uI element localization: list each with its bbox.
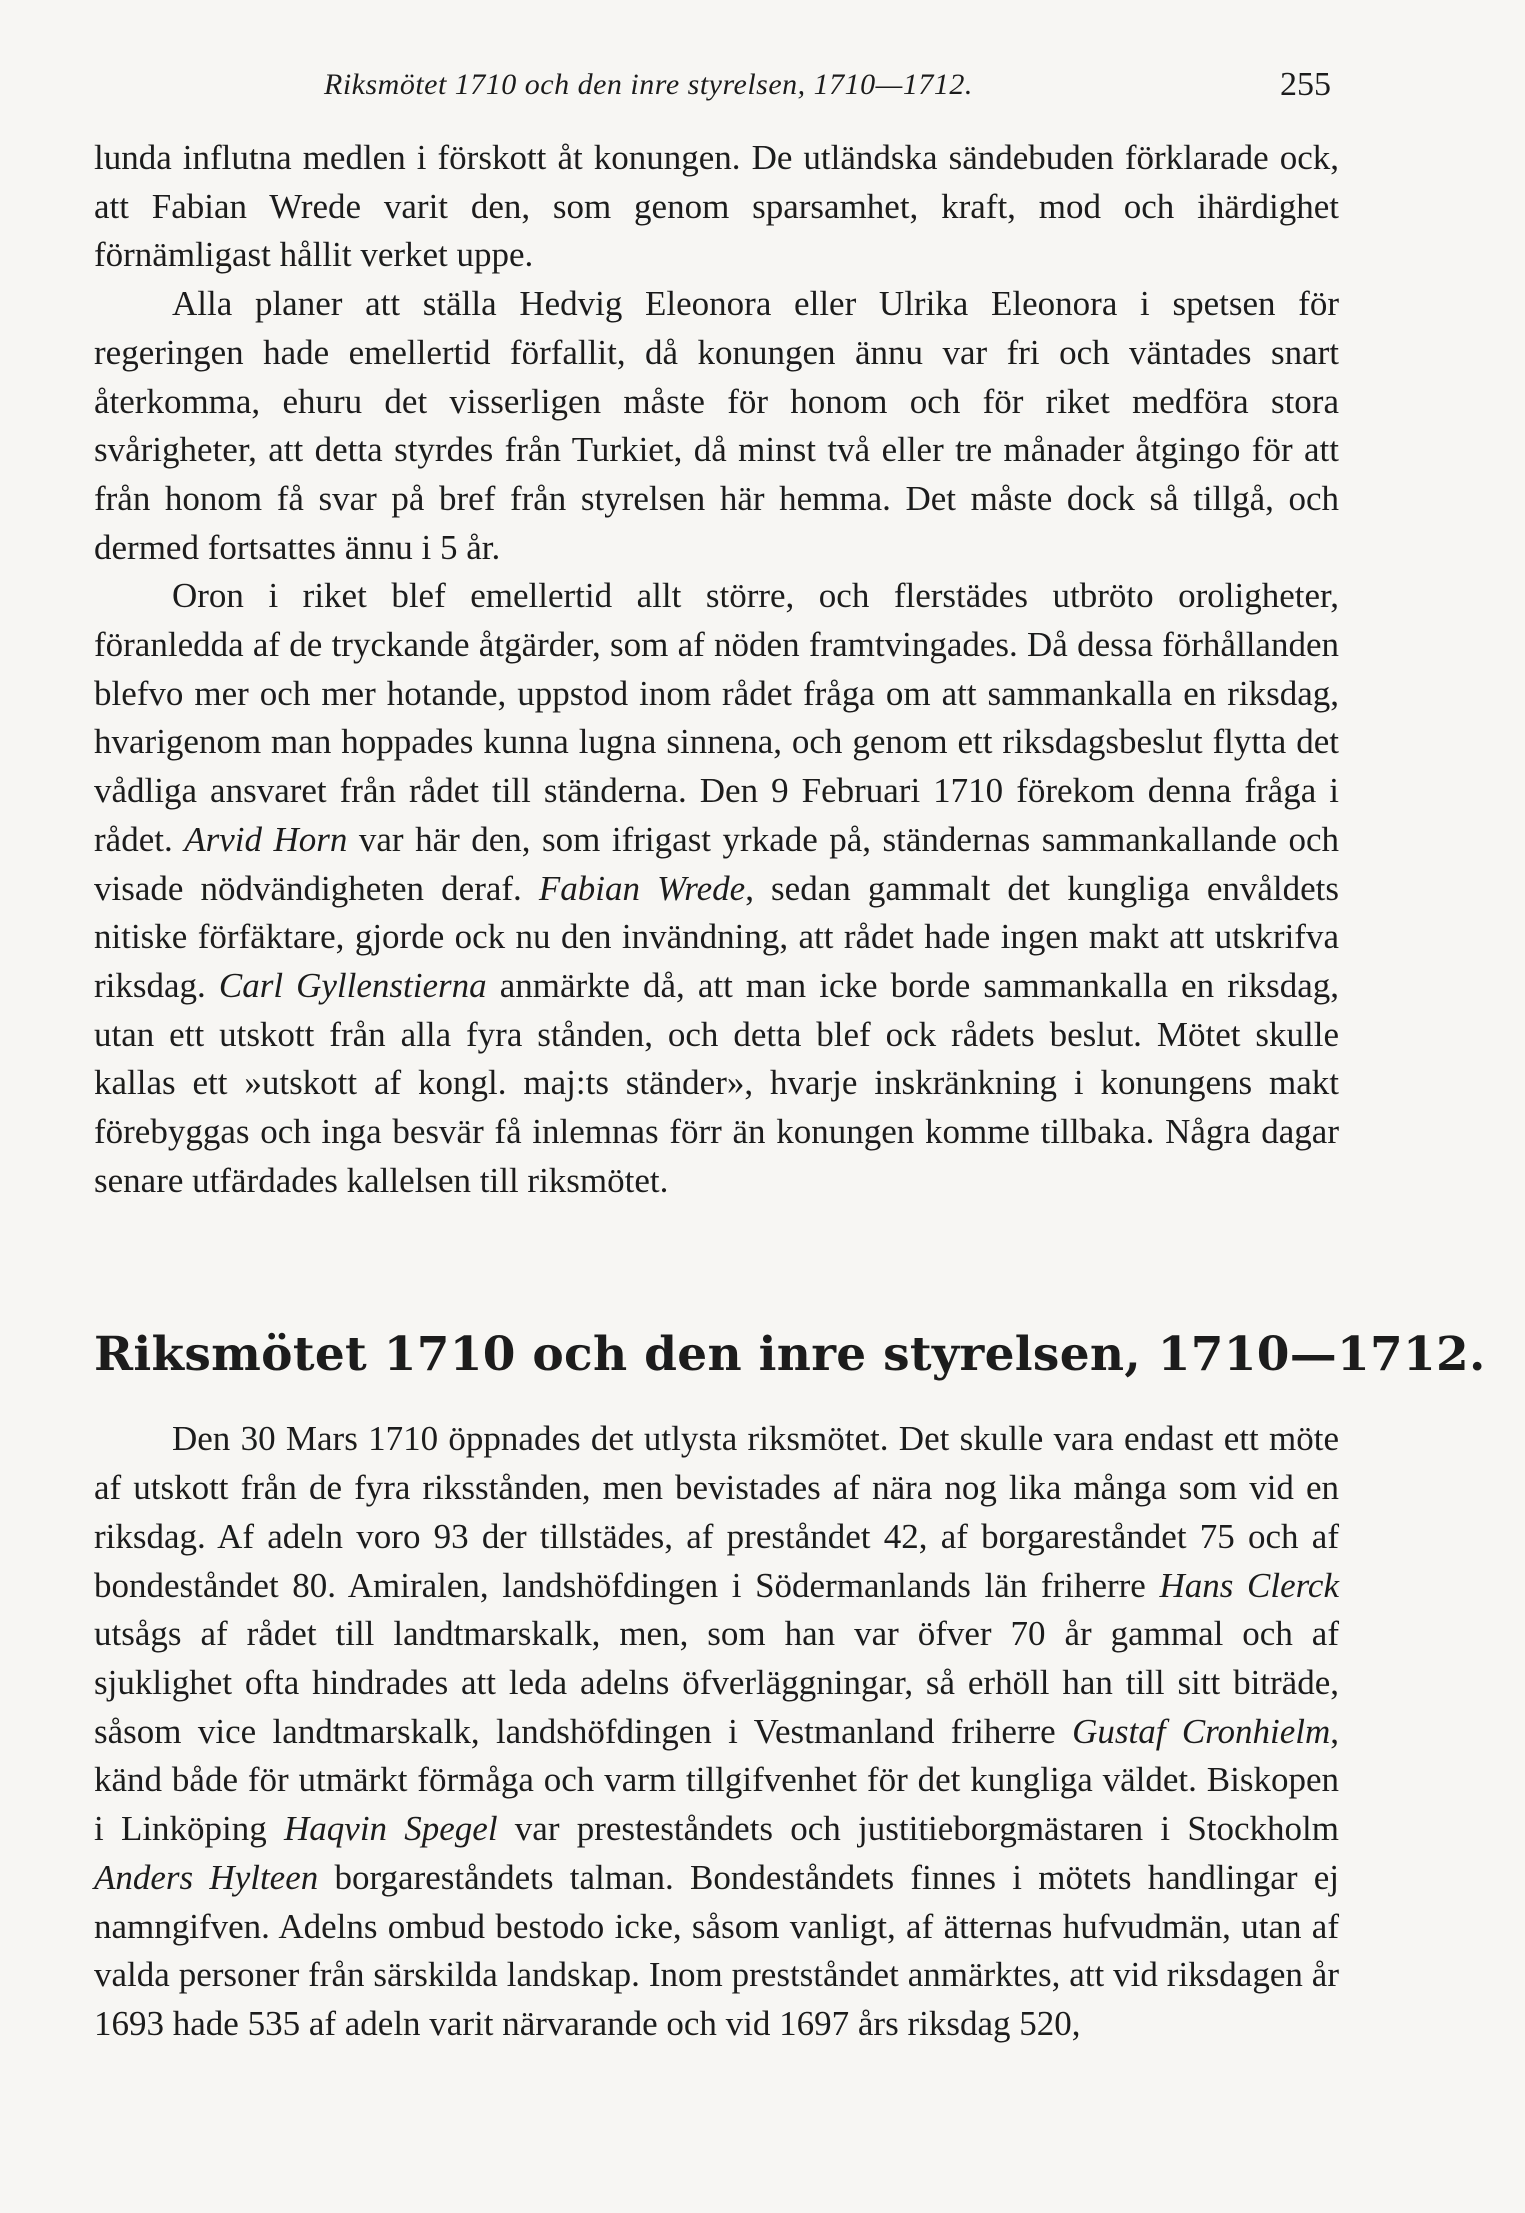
text-run: var presteståndets och justitieborgmästaren i Stockholm [497, 1809, 1340, 1849]
running-head [94, 64, 1339, 134]
paragraph-continuation: lunda influtna medlen i förskott åt konungen. De utländska sändebuden förklarade ock, att Fabian Wrede varit den, som genom sparsamhet, kraft, mod och ihärdighet förnämligast hållit verket uppe. [94, 138, 1339, 275]
person-name: Arvid Horn [184, 819, 348, 859]
person-name: Anders Hylteen [94, 1857, 319, 1897]
paragraph-planer: Alla planer att ställa Hedvig Eleonora eller Ulrika Eleonora i spetsen för regeringen hade emellertid förfallit, då konungen ännu var fri och väntades snart återkomma, ehuru det visserligen måste för honom och för riket medföra stora svårigheter, att detta styrdes från Turkiet, då minst två eller tre månader åtgingo för att från honom få svar på bref från styrelsen här hemma. Det måste dock så tillgå, och dermed fortsattes ännu i 5 år. [94, 284, 1339, 567]
text-run: anmärkte då, att man icke borde sammankalla en riksdag, utan ett utskott från alla fyra stånden, och detta blef ock rådets beslut. Mötet skulle kallas ett »utskott af kongl. maj:ts ständer», hvarje inskränkning i konungens makt förebyggas och inga besvär få inlemnas förr än konungen komme tillbaka. Några dagar senare utfärdades kallelsen till riksmötet. [94, 965, 1339, 1200]
person-name: Haqvin Spegel [284, 1809, 498, 1849]
running-title: Riksmötet 1710 och den inre styrelsen, 1710—1712. [324, 68, 973, 101]
page-number: 255 [1280, 66, 1331, 103]
paragraph-oron [94, 572, 1339, 1205]
paragraph-riksmotet [94, 1415, 1339, 2048]
person-name: Gustaf Cronhielm [1072, 1711, 1331, 1751]
text-run: , känd både för utmärkt förmåga och varm tillgifvenhet för det kungliga väldet. Biskopen i Linköping [94, 1711, 1339, 1849]
person-name: Fabian Wrede [538, 868, 746, 908]
person-name: Hans Clerck [1159, 1565, 1339, 1605]
section-heading: Riksmötet 1710 och den inre styrelsen, 1710—1712. [94, 1327, 1486, 1383]
text-run: Oron i riket blef emellertid allt större, och flerstädes utbröto oroligheter, föranledda af de tryckande åtgärder, som af nöden framtvingades. Då dessa förhållanden blefvo mer och mer hotande, uppstod inom rådet fråga om att sammankalla en riksdag, hvarigenom man hoppades kunna lugna sinnena, och genom ett riksdagsbeslut flytta det vådliga ansvaret från rådet till ständerna. Den 9 Februari 1710 förekom denna fråga i rådet. [94, 576, 1339, 859]
text-run: Den 30 Mars 1710 öppnades det utlysta riksmötet. Det skulle vara endast ett möte af utskott från de fyra riksstånden, men bevistades af nära nog lika många som vid en riksdag. Af adeln voro 93 der tillstädes, af preståndet 42, af borgareståndet 75 och af bondeståndet 80. Amiralen, landshöfdingen i Södermanlands län friherre [94, 1419, 1339, 1605]
text-run: , sedan gammalt det kungliga envåldets nitiske förfäktare, gjorde ock nu den invändning, att rådet hade ingen makt att utskrifva riksdag. [94, 868, 1339, 1005]
text-run: var här den, som ifrigast yrkade på, ständernas sammankallande och visade nödvändigheten deraf. [94, 819, 1340, 908]
book-page [94, 64, 1486, 2049]
text-run: utsågs af rådet till landtmarskalk, men, som han var öfver 70 år gammal och af sjuklighet ofta hindrades att leda adelns öfverläggningar, så erhöll han till sitt biträde, såsom vice landtmarskalk, landshöfdingen i Vestmanland friherre [94, 1614, 1339, 1751]
person-name: Carl Gyllenstierna [218, 965, 487, 1005]
text-run: borgareståndets talman. Bondeståndets finnes i mötets handlingar ej namngifven. Adelns ombud bestodo icke, såsom vanligt, af ätternas hufvudmän, utan af valda personer från särskilda landskap. Inom prestståndet anmärktes, att vid riksdagen år 1693 hade 535 af adeln varit närvarande och vid 1697 års riksdag 520, [94, 1857, 1340, 2043]
